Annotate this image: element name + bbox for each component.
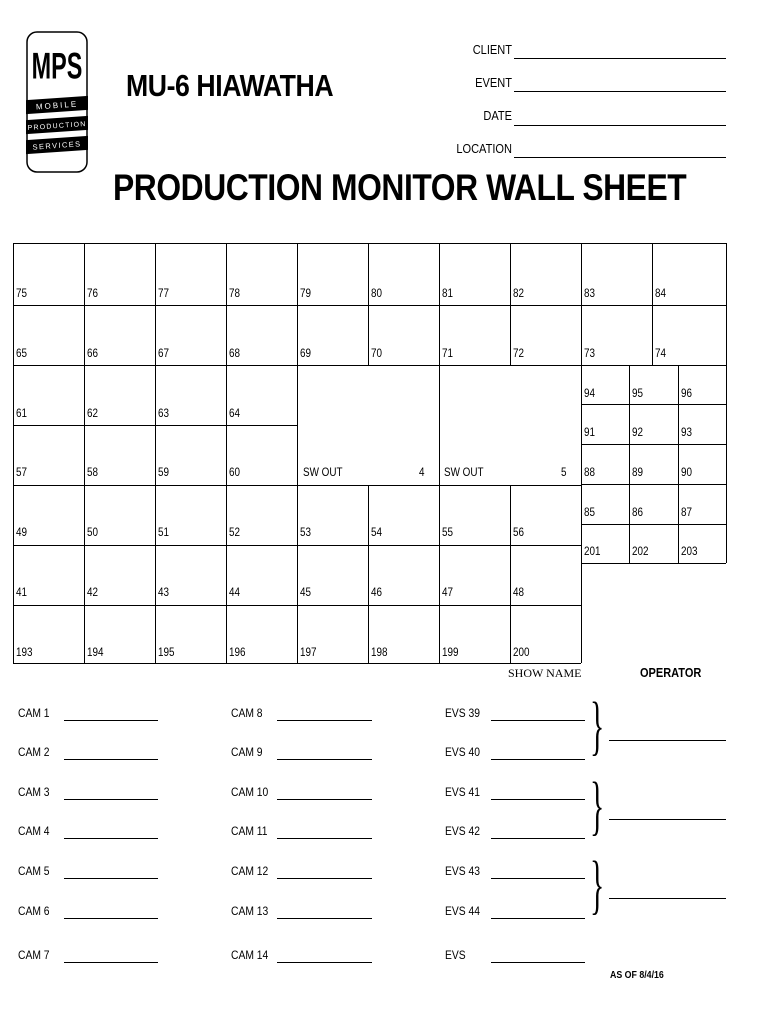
source-name-field[interactable] xyxy=(64,759,158,760)
source-name-field[interactable] xyxy=(64,799,158,800)
monitor-number: 194 xyxy=(87,647,104,659)
grid-line-v xyxy=(368,243,369,365)
date-field[interactable] xyxy=(514,125,726,126)
grid-line-v xyxy=(581,243,582,663)
monitor-number: 54 xyxy=(371,527,383,539)
monitor-number: 196 xyxy=(229,647,246,659)
source-name-field[interactable] xyxy=(277,799,372,800)
brace-icon: } xyxy=(590,848,605,921)
monitor-number: 47 xyxy=(442,587,454,599)
source-label: CAM 11 xyxy=(231,824,268,838)
logo-line-services: SERVICES xyxy=(32,139,82,152)
source-name-field[interactable] xyxy=(64,878,158,879)
event-field[interactable] xyxy=(514,91,726,92)
source-name-field[interactable] xyxy=(491,759,585,760)
source-name-field[interactable] xyxy=(64,720,158,721)
monitor-number: 86 xyxy=(632,507,644,519)
source-name-field[interactable] xyxy=(277,720,372,721)
grid-line-h xyxy=(13,663,581,664)
grid-line-h xyxy=(581,404,726,405)
source-name-field[interactable] xyxy=(64,918,158,919)
source-label: EVS 39 xyxy=(445,706,481,720)
source-name-field[interactable] xyxy=(491,838,585,839)
show-name-label: SHOW NAME xyxy=(508,666,582,680)
monitor-number: 90 xyxy=(681,467,693,479)
monitor-number: 201 xyxy=(584,546,601,558)
mps-logo-graphic xyxy=(26,31,88,173)
monitor-number: 85 xyxy=(584,507,596,519)
grid-line-h xyxy=(581,444,726,445)
source-name-field[interactable] xyxy=(491,720,585,721)
grid-line-h xyxy=(581,563,726,564)
source-name-field[interactable] xyxy=(491,878,585,879)
monitor-number: 60 xyxy=(229,467,241,479)
operator-label: OPERATOR xyxy=(640,666,702,680)
operator-field[interactable] xyxy=(609,819,726,820)
operator-field[interactable] xyxy=(609,898,726,899)
monitor-number: 81 xyxy=(442,288,454,300)
monitor-number: 89 xyxy=(632,467,644,479)
monitor-number: 65 xyxy=(16,348,28,360)
source-label: CAM 10 xyxy=(231,785,269,799)
monitor-number: 79 xyxy=(300,288,312,300)
source-label: CAM 5 xyxy=(18,864,50,878)
source-label: CAM 1 xyxy=(18,706,50,720)
source-name-field[interactable] xyxy=(277,962,372,963)
monitor-number: 94 xyxy=(584,388,596,400)
logo-letters: MPS xyxy=(31,44,83,87)
monitor-number: 43 xyxy=(158,587,170,599)
monitor-number: 72 xyxy=(513,348,525,360)
brace-icon: } xyxy=(590,689,605,762)
date-label: DATE xyxy=(483,108,512,123)
monitor-number: 75 xyxy=(16,288,28,300)
monitor-number: 199 xyxy=(442,647,459,659)
source-name-field[interactable] xyxy=(64,838,158,839)
monitor-number: 203 xyxy=(681,546,698,558)
monitor-number: 73 xyxy=(584,348,596,360)
monitor-number: 44 xyxy=(229,587,241,599)
source-label: CAM 9 xyxy=(231,745,263,759)
grid-line-v xyxy=(510,243,511,365)
operator-field[interactable] xyxy=(609,740,726,741)
monitor-number: 96 xyxy=(681,388,693,400)
monitor-number: 87 xyxy=(681,507,693,519)
location-field[interactable] xyxy=(514,157,726,158)
source-label: CAM 6 xyxy=(18,904,50,918)
source-name-field[interactable] xyxy=(277,759,372,760)
monitor-number: 68 xyxy=(229,348,241,360)
logo-line-mobile: MOBILE xyxy=(35,99,79,112)
source-label: EVS 44 xyxy=(445,904,481,918)
location-label: LOCATION xyxy=(456,141,512,156)
monitor-number: 64 xyxy=(229,408,241,420)
monitor-number: 77 xyxy=(158,288,170,300)
source-label: CAM 12 xyxy=(231,864,269,878)
monitor-number: 88 xyxy=(584,467,596,479)
grid-line-v xyxy=(226,243,227,663)
sw-out-4-label: SW OUT xyxy=(303,467,343,479)
source-label: CAM 14 xyxy=(231,948,269,962)
monitor-number: 80 xyxy=(371,288,383,300)
monitor-number: 198 xyxy=(371,647,388,659)
sw-out-5-label: SW OUT xyxy=(444,467,484,479)
source-label: CAM 4 xyxy=(18,824,50,838)
unit-title: MU-6 HIAWATHA xyxy=(126,68,334,103)
monitor-number: 52 xyxy=(229,527,241,539)
grid-line-v xyxy=(652,243,653,365)
monitor-number: 56 xyxy=(513,527,525,539)
monitor-number: 92 xyxy=(632,427,644,439)
grid-line-h xyxy=(581,365,726,366)
sw-out-4-number: 4 xyxy=(419,467,425,479)
grid-line-v xyxy=(84,243,85,663)
brace-icon: } xyxy=(590,769,605,842)
monitor-number: 63 xyxy=(158,408,170,420)
monitor-number: 61 xyxy=(16,408,28,420)
grid-line-v xyxy=(155,243,156,663)
monitor-number: 78 xyxy=(229,288,241,300)
source-label: EVS 43 xyxy=(445,864,481,878)
monitor-number: 57 xyxy=(16,467,28,479)
source-label: EVS 42 xyxy=(445,824,481,838)
monitor-number: 95 xyxy=(632,388,644,400)
grid-line-v xyxy=(297,243,298,663)
source-label: EVS 41 xyxy=(445,785,481,799)
source-label: EVS 40 xyxy=(445,745,481,759)
revision-date: AS OF 8/4/16 xyxy=(610,970,664,981)
monitor-number: 51 xyxy=(158,527,170,539)
monitor-number: 67 xyxy=(158,348,170,360)
source-label: EVS xyxy=(445,948,466,962)
monitor-number: 93 xyxy=(681,427,693,439)
source-name-field[interactable] xyxy=(491,799,585,800)
monitor-number: 50 xyxy=(87,527,99,539)
monitor-number: 42 xyxy=(87,587,99,599)
monitor-number: 53 xyxy=(300,527,312,539)
monitor-number: 71 xyxy=(442,348,454,360)
grid-line-v xyxy=(726,243,727,365)
grid-line-h xyxy=(581,524,726,525)
monitor-number: 48 xyxy=(513,587,525,599)
grid-line-v xyxy=(678,365,679,563)
grid-line-v xyxy=(726,365,727,563)
logo-line-production: PRODUCTION xyxy=(27,120,87,133)
grid-line-v xyxy=(510,485,511,663)
grid-line-h xyxy=(13,243,726,244)
grid-line-h xyxy=(13,305,726,306)
monitor-number: 62 xyxy=(87,408,99,420)
grid-line-v xyxy=(368,485,369,663)
monitor-number: 69 xyxy=(300,348,312,360)
client-label: CLIENT xyxy=(472,42,512,57)
source-name-field[interactable] xyxy=(491,962,585,963)
monitor-number: 200 xyxy=(513,647,530,659)
monitor-number: 46 xyxy=(371,587,383,599)
source-name-field[interactable] xyxy=(64,962,158,963)
source-label: CAM 2 xyxy=(18,745,50,759)
monitor-number: 76 xyxy=(87,288,99,300)
grid-line-v xyxy=(13,243,14,663)
monitor-number: 84 xyxy=(655,288,667,300)
sheet-title: PRODUCTION MONITOR WALL SHEET xyxy=(113,167,687,208)
monitor-number: 49 xyxy=(16,527,28,539)
source-name-field[interactable] xyxy=(277,878,372,879)
source-name-field[interactable] xyxy=(491,918,585,919)
monitor-number: 70 xyxy=(371,348,383,360)
sw-out-5-number: 5 xyxy=(561,467,567,479)
source-label: CAM 3 xyxy=(18,785,50,799)
grid-line-h xyxy=(581,484,726,485)
monitor-number: 197 xyxy=(300,647,317,659)
monitor-number: 45 xyxy=(300,587,312,599)
monitor-number: 202 xyxy=(632,546,649,558)
grid-line-v xyxy=(629,365,630,563)
monitor-number: 66 xyxy=(87,348,99,360)
source-label: CAM 8 xyxy=(231,706,263,720)
source-name-field[interactable] xyxy=(277,918,372,919)
monitor-number: 82 xyxy=(513,288,525,300)
client-field[interactable] xyxy=(514,58,726,59)
monitor-number: 193 xyxy=(16,647,33,659)
monitor-number: 58 xyxy=(87,467,99,479)
source-label: CAM 7 xyxy=(18,948,50,962)
event-label: EVENT xyxy=(475,75,512,90)
monitor-number: 41 xyxy=(16,587,28,599)
monitor-number: 74 xyxy=(655,348,667,360)
source-name-field[interactable] xyxy=(277,838,372,839)
monitor-number: 59 xyxy=(158,467,170,479)
mps-logo xyxy=(26,31,88,173)
grid-line-v xyxy=(439,243,440,663)
monitor-number: 195 xyxy=(158,647,175,659)
monitor-number: 55 xyxy=(442,527,454,539)
source-label: CAM 13 xyxy=(231,904,269,918)
monitor-number: 91 xyxy=(584,427,596,439)
monitor-number: 83 xyxy=(584,288,596,300)
